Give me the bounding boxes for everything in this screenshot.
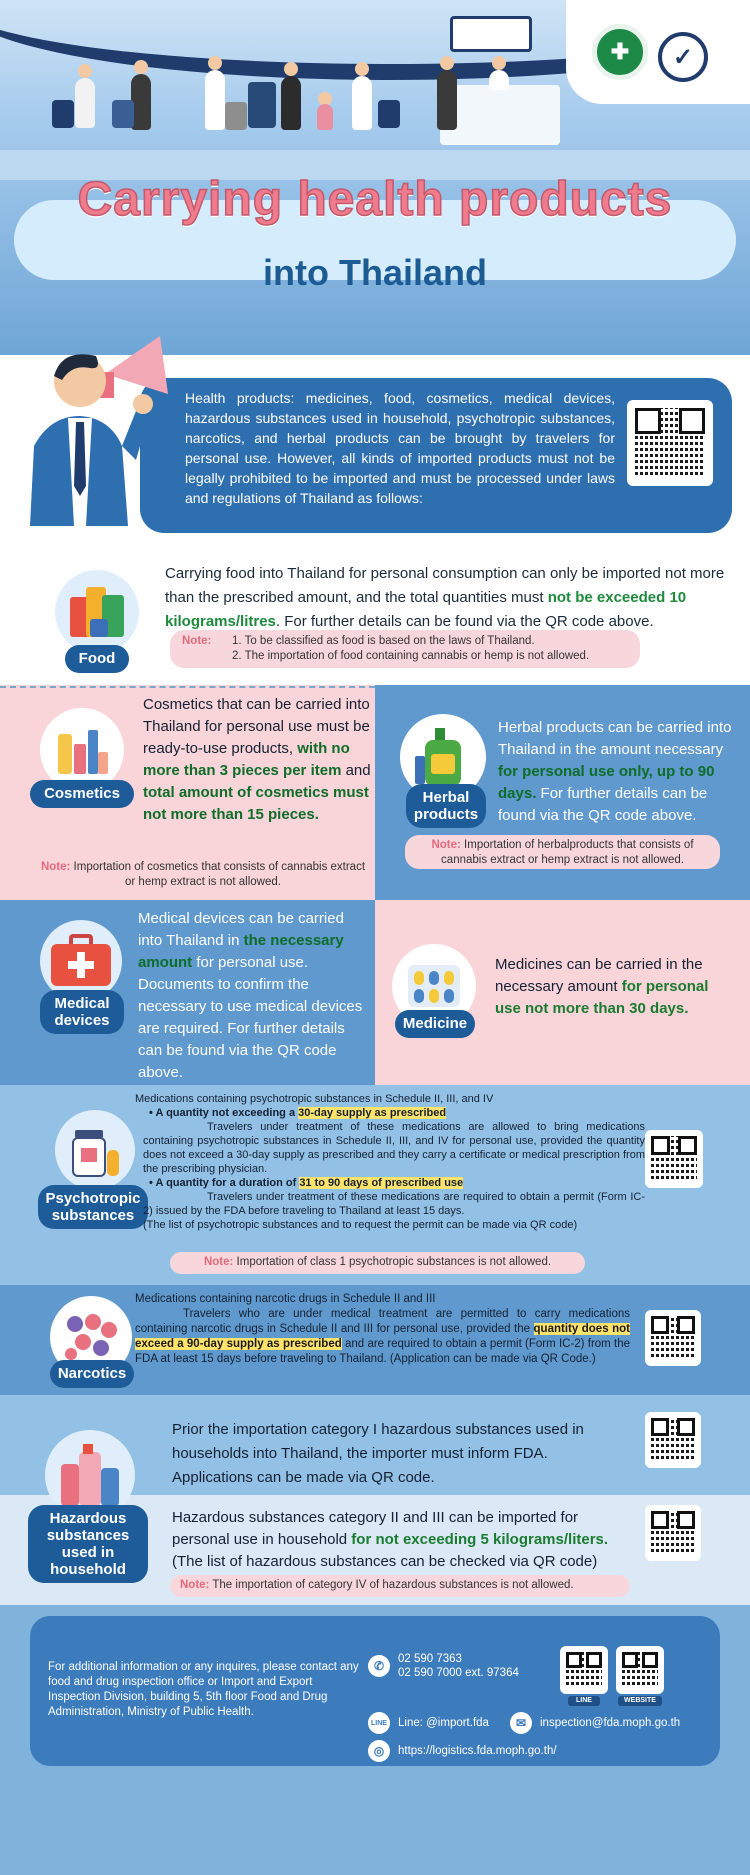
traveler-figure — [352, 76, 372, 130]
psychotropic-heading: Medications containing psychotropic substances in Schedule II, III, and IV — [135, 1093, 494, 1105]
divider — [0, 686, 375, 688]
phone-numbers — [398, 1652, 568, 1680]
narcotics-text: Medications containing narcotic drugs in Schedule II and III Travelers who are under medical treatment are permitted to carry medications containing narcotic drugs in Schedule II and III for personal use, provided the quantity does not exceed a 90-day supply as prescribed and are required to obtain a permit (Form IC-2) from the FDA at least 15 days before traveling to Thailand. (Application can be made via QR Code.) — [135, 1293, 630, 1365]
hazardous-note: Note: The importation of category IV of hazardous substances is not allowed. — [170, 1575, 630, 1597]
food-icon — [55, 570, 139, 654]
medicine-text: Medicines can be carried in the necessary amount for personal use not more than 30 days. — [495, 956, 709, 1017]
qr-code-hazardous-2[interactable] — [645, 1505, 701, 1561]
food-label: Food — [65, 645, 129, 673]
contact-info-text: For additional information or any inquires, please contact any food and drug inspection office or Import and Export Inspection Division, building 5, 5th floor Food and Drug Administration, Ministry of Public Health. — [48, 1661, 359, 1718]
traveler-figure — [75, 78, 95, 128]
psychotropic-note: Note: Importation of class 1 psychotropic substances is not allowed. — [170, 1252, 585, 1274]
traveler-head — [134, 60, 148, 74]
medical-devices-label: Medical devices — [40, 990, 124, 1034]
qr-code-narcotics[interactable] — [645, 1310, 701, 1366]
hazardous-category-1-text: Prior the importation category I hazardous substances used in households into Thailand, the importer must inform FDA. Applications can be made via QR code. — [172, 1421, 584, 1486]
cosmetics-label: Cosmetics — [30, 780, 134, 808]
traveler-head — [284, 62, 298, 76]
hazardous-category-2-text: Hazardous substances category II and III can be imported for personal use in household for not exceeding 5 kilograms/liters. (The list of hazardous substances can be checked via QR code) — [172, 1509, 609, 1570]
qr-code-hazardous-1[interactable] — [645, 1412, 701, 1468]
staff-figure — [489, 70, 509, 90]
departure-board — [450, 16, 532, 52]
traveler-head — [208, 56, 222, 70]
staff-head — [492, 56, 506, 70]
medicine-label: Medicine — [395, 1010, 475, 1038]
psychotropic-label: Psychotropic substances — [38, 1185, 148, 1229]
medical-devices-text: Medical devices can be carried into Thailand in the necessary amount for personal use. Documents to confirm the necessary to use medical devices are required. For further details can be found via the QR code above. — [138, 910, 363, 1081]
qr-website-label: WEBSITE — [618, 1696, 662, 1706]
page-title: Carrying health products — [77, 173, 673, 226]
traveler-figure — [205, 70, 225, 130]
luggage-icon — [112, 100, 134, 128]
qr-code-line[interactable] — [560, 1646, 608, 1694]
line-app-icon: LINE — [368, 1712, 390, 1734]
fda-logo: ✓ — [658, 32, 708, 82]
qr-code-website[interactable] — [616, 1646, 664, 1694]
qr-code-psychotropic[interactable] — [645, 1130, 703, 1188]
phone-2[interactable]: 02 590 7000 ext. 97364 — [398, 1667, 519, 1679]
website-link[interactable]: https://logistics.fda.moph.go.th/ — [398, 1745, 557, 1757]
traveler-head — [355, 62, 369, 76]
ministry-seal-logo: ✚ — [592, 24, 648, 80]
psychotropic-text: Medications containing psychotropic substances in Schedule II, III, and IV • A quantity not exceeding a 30-day supply as prescribed Travelers under treatment of these medications are allowed to bring medications containing psychotropic substances in Schedule II, III, and IV for personal use, provided the quantity does not exceed a 30-day supply as prescribed and they carry a certificate or medical prescription from the prescribing physician. • A quantity for a duration of 31 to 90 days of prescribed use Travelers under treatment of these medications are required to obtain a permit (Form IC-2) issued by the FDA before traveling to Thailand at least 15 days. (The list of psychotropic substances and to request the permit can be made via QR code) — [135, 1093, 645, 1231]
check-in-counter — [440, 85, 560, 145]
traveler-figure — [281, 76, 301, 130]
child-figure — [317, 104, 333, 130]
megaphone-man-illustration — [10, 336, 170, 526]
traveler-head — [440, 56, 454, 70]
globe-icon: ◎ — [368, 1740, 390, 1762]
medicine-bottle-icon — [55, 1110, 135, 1190]
traveler-figure — [131, 74, 151, 130]
phone-1[interactable]: 02 590 7363 — [398, 1653, 462, 1665]
line-id[interactable]: Line: @import.fda — [398, 1717, 489, 1729]
herbal-text: Herbal products can be carried into Thailand in the amount necessary for personal use only, up to 90 days. For further details can be found via the QR code above. — [498, 719, 732, 824]
phone-icon: ✆ — [368, 1655, 390, 1677]
qr-code-main[interactable] — [627, 400, 713, 486]
luggage-icon — [52, 100, 74, 128]
qr-line-label: LINE — [568, 1696, 600, 1706]
herbal-label: Herbal products — [406, 784, 486, 828]
food-text: Carrying food into Thailand for personal consumption can only be imported not more than the prescribed amount, and the total quantities must not be exceeded 10 kilograms/litres. For further details can be found via the QR code above. — [165, 565, 725, 630]
luggage-icon — [378, 100, 400, 128]
luggage-icon — [225, 102, 247, 130]
food-note: Note: 1. To be classified as food is based on the laws of Thailand. 2. The importation of food containing cannabis or hemp is not allowed. — [170, 630, 640, 668]
herbal-note: Note: Importation of herbalproducts that consists of cannabis extract or hemp extract is not allowed. — [405, 835, 720, 869]
page-subtitle: into Thailand — [263, 252, 487, 293]
luggage-cart-icon — [248, 82, 276, 128]
email-address[interactable]: inspection@fda.moph.go.th — [540, 1717, 681, 1729]
header-banner — [0, 0, 750, 355]
hazardous-label: Hazardous substances used in household — [28, 1505, 148, 1583]
traveler-figure — [437, 70, 457, 130]
cosmetics-text: Cosmetics that can be carried into Thailand for personal use must be ready-to-use products, with no more than 3 pieces per item and total amount of cosmetics must not more than 15 pieces. — [143, 696, 371, 823]
cosmetics-note: Note: Importation of cosmetics that consists of cannabis extract or hemp extract is not allowed. — [40, 861, 366, 888]
intro-text: Health products: medicines, food, cosmetics, medical devices, hazardous substances used in household, psychotropic substances, narcotics, and herbal products can be brought by travelers for personal use. However, all kinds of imported products must not be legally prohibited to be imported and must be processed under laws and regulations of Thailand as follows: — [185, 390, 615, 506]
narcotics-label: Narcotics — [50, 1360, 134, 1388]
email-icon: ✉ — [510, 1712, 532, 1734]
traveler-head — [78, 64, 92, 78]
